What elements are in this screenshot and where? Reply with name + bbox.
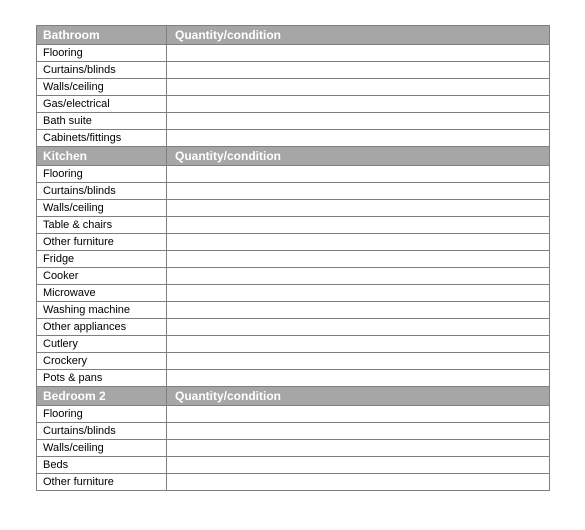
quantity-condition-cell[interactable]: [167, 406, 550, 423]
table-row: [37, 406, 550, 423]
table-row: [37, 217, 550, 234]
item-label: Flooring: [37, 166, 167, 183]
item-label: Gas/electrical: [37, 96, 167, 113]
quantity-condition-cell[interactable]: [167, 45, 550, 62]
table-row: [37, 457, 550, 474]
table-row: [37, 423, 550, 440]
quantity-condition-cell[interactable]: [167, 183, 550, 200]
quantity-condition-cell[interactable]: [167, 130, 550, 147]
table-row: [37, 285, 550, 302]
item-label: Crockery: [37, 353, 167, 370]
item-label: Cutlery: [37, 336, 167, 353]
quantity-condition-cell[interactable]: [167, 285, 550, 302]
quantity-condition-cell[interactable]: [167, 302, 550, 319]
quantity-condition-cell[interactable]: [167, 79, 550, 96]
table-row: [37, 370, 550, 387]
quantity-condition-cell[interactable]: [167, 166, 550, 183]
item-label: Walls/ceiling: [37, 79, 167, 96]
item-label: Table & chairs: [37, 217, 167, 234]
quantity-condition-cell[interactable]: [167, 440, 550, 457]
table-row: [37, 474, 550, 491]
section-title: Kitchen: [37, 147, 167, 166]
table-row: [37, 183, 550, 200]
table-row: [37, 268, 550, 285]
item-label: Other furniture: [37, 234, 167, 251]
table-row: [37, 62, 550, 79]
inventory-table: [36, 25, 550, 491]
quantity-condition-cell[interactable]: [167, 217, 550, 234]
table-row: [37, 200, 550, 217]
section-title: Bedroom 2: [37, 387, 167, 406]
item-label: Microwave: [37, 285, 167, 302]
item-label: Bath suite: [37, 113, 167, 130]
item-label: Flooring: [37, 406, 167, 423]
quantity-condition-cell[interactable]: [167, 319, 550, 336]
item-label: Other furniture: [37, 474, 167, 491]
item-label: Other appliances: [37, 319, 167, 336]
quantity-condition-cell[interactable]: [167, 234, 550, 251]
table-row: [37, 96, 550, 113]
section-header-row: [37, 147, 550, 166]
table-row: [37, 302, 550, 319]
quantity-condition-cell[interactable]: [167, 474, 550, 491]
table-row: [37, 440, 550, 457]
table-row: [37, 113, 550, 130]
table-row: [37, 234, 550, 251]
item-label: Washing machine: [37, 302, 167, 319]
item-label: Flooring: [37, 45, 167, 62]
table-row: [37, 319, 550, 336]
quantity-condition-cell[interactable]: [167, 353, 550, 370]
table-row: [37, 130, 550, 147]
item-label: Walls/ceiling: [37, 440, 167, 457]
item-label: Curtains/blinds: [37, 183, 167, 200]
table-row: [37, 251, 550, 268]
item-label: Curtains/blinds: [37, 62, 167, 79]
quantity-condition-cell[interactable]: [167, 251, 550, 268]
quantity-condition-header: Quantity/condition: [167, 26, 550, 45]
quantity-condition-cell[interactable]: [167, 336, 550, 353]
quantity-condition-header: Quantity/condition: [167, 387, 550, 406]
quantity-condition-cell[interactable]: [167, 96, 550, 113]
table-row: [37, 353, 550, 370]
quantity-condition-cell[interactable]: [167, 200, 550, 217]
table-row: [37, 166, 550, 183]
item-label: Pots & pans: [37, 370, 167, 387]
table-row: [37, 79, 550, 96]
table-row: [37, 336, 550, 353]
item-label: Cabinets/fittings: [37, 130, 167, 147]
quantity-condition-cell[interactable]: [167, 457, 550, 474]
quantity-condition-header: Quantity/condition: [167, 147, 550, 166]
item-label: Beds: [37, 457, 167, 474]
item-label: Curtains/blinds: [37, 423, 167, 440]
item-label: Cooker: [37, 268, 167, 285]
section-header-row: [37, 26, 550, 45]
quantity-condition-cell[interactable]: [167, 370, 550, 387]
item-label: Fridge: [37, 251, 167, 268]
quantity-condition-cell[interactable]: [167, 113, 550, 130]
quantity-condition-cell[interactable]: [167, 62, 550, 79]
quantity-condition-cell[interactable]: [167, 268, 550, 285]
inventory-table-body: [37, 26, 550, 491]
quantity-condition-cell[interactable]: [167, 423, 550, 440]
section-title: Bathroom: [37, 26, 167, 45]
table-row: [37, 45, 550, 62]
section-header-row: [37, 387, 550, 406]
item-label: Walls/ceiling: [37, 200, 167, 217]
